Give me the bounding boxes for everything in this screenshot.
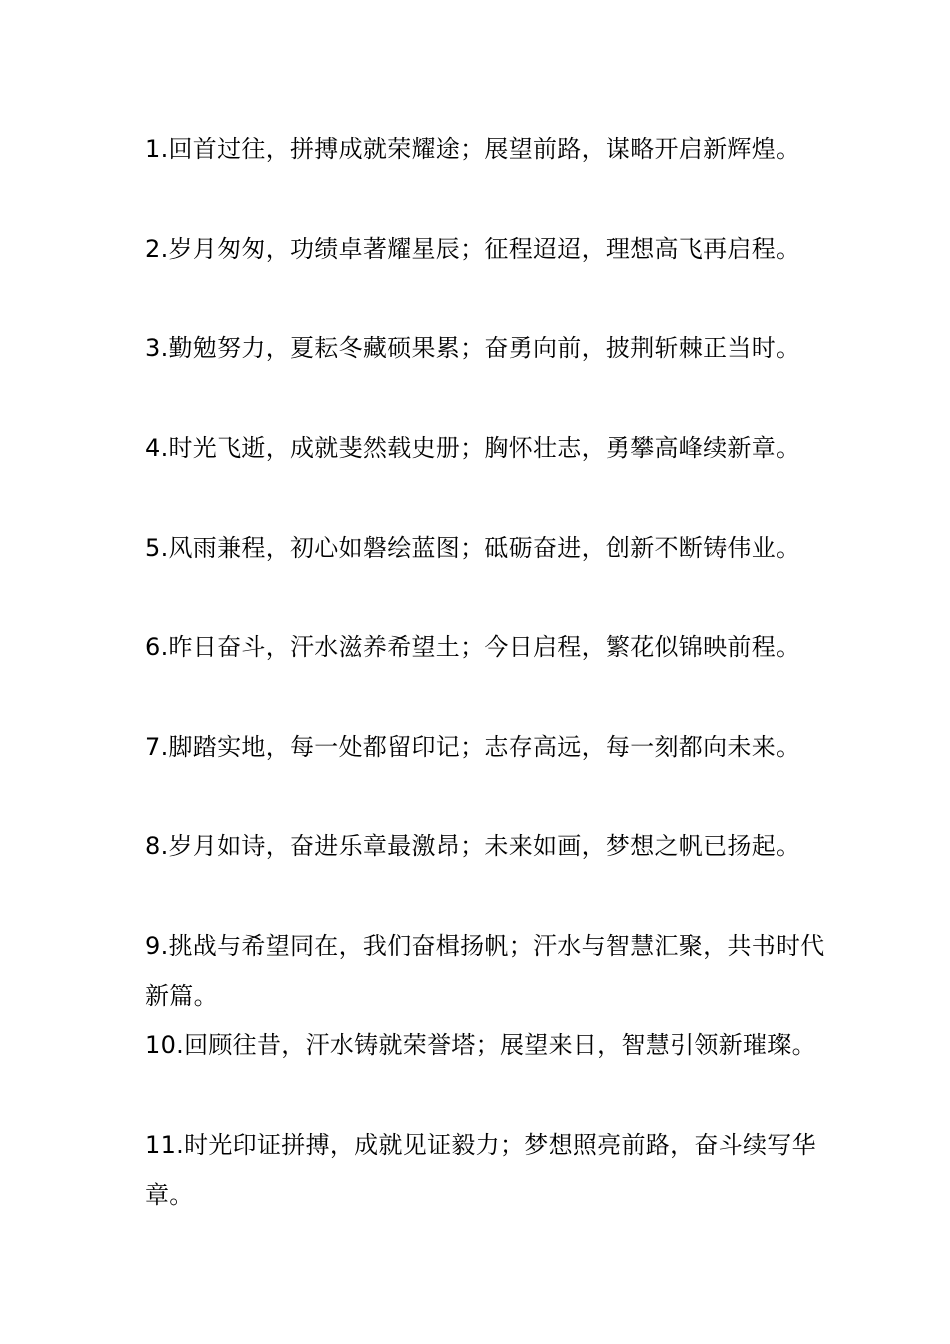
paragraph-1: 1.回首过往，拼搏成就荣耀途；展望前路，谋略开启新辉煌。 [145,135,801,163]
paragraph-8: 8.岁月如诗，奋进乐章最激昂；未来如画，梦想之帆已扬起。 [145,832,801,860]
paragraph-6: 6.昨日奋斗，汗水滋养希望土；今日启程，繁花似锦映前程。 [145,633,801,661]
paragraph-11: 11.时光印证拼搏，成就见证毅力；梦想照亮前路，奋斗续写华章。 [145,1131,816,1209]
paragraph-5: 5.风雨兼程，初心如磐绘蓝图；砥砺奋进，创新不断铸伟业。 [145,534,801,562]
paragraph-3: 3.勤勉努力，夏耘冬藏硕果累；奋勇向前，披荆斩棘正当时。 [145,334,801,362]
paragraph-10: 10.回顾往昔，汗水铸就荣誉塔；展望来日，智慧引领新璀璨。 [145,1031,816,1059]
paragraph-4: 4.时光飞逝，成就斐然载史册；胸怀壮志，勇攀高峰续新章。 [145,434,801,462]
paragraph-7: 7.脚踏实地，每一处都留印记；志存高远，每一刻都向未来。 [145,733,801,761]
paragraph-9: 9.挑战与希望同在，我们奋楫扬帆；汗水与智慧汇聚，共书时代新篇。 [145,932,825,1010]
paragraph-2: 2.岁月匆匆，功绩卓著耀星辰；征程迢迢，理想高飞再启程。 [145,235,801,263]
